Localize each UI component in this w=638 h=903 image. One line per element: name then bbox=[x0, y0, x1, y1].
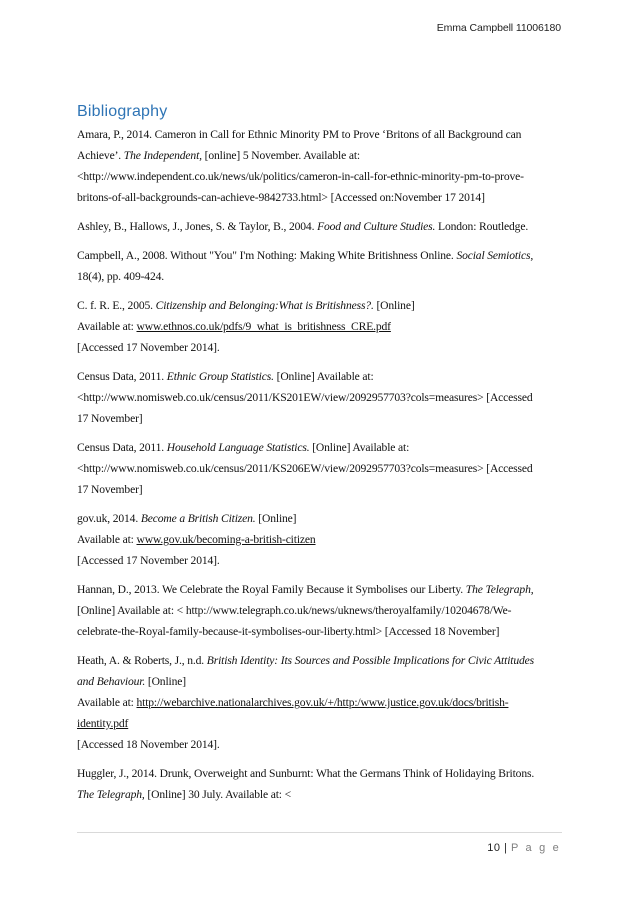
entry-line bbox=[77, 295, 563, 316]
entry-text: [Online] bbox=[255, 512, 297, 525]
entry-line: britons-of-all-backgrounds-can-achieve-9842733.html> [Accessed on:November 17 2014] bbox=[77, 191, 485, 204]
page-footer bbox=[487, 842, 561, 854]
page-header: Emma Campbell 11006180 bbox=[436, 22, 561, 34]
entry-title: and Behaviour. bbox=[77, 675, 146, 688]
entry-line: <http://www.nomisweb.co.uk/census/2011/KS206EW/view/2092957703?cols=measures> [Accessed bbox=[77, 462, 533, 475]
entry-text: Hannan, D., 2013. We Celebrate the Royal Family Because it Symbolises our Liberty. bbox=[77, 583, 466, 596]
bibliography-entry bbox=[77, 124, 563, 208]
entry-text: [Online] bbox=[373, 299, 415, 312]
bibliography-entry bbox=[77, 295, 563, 358]
entry-line bbox=[77, 671, 563, 692]
entry-text: [Online] Available at: bbox=[309, 441, 410, 454]
footer-separator: | bbox=[504, 842, 508, 854]
entry-text: Available at: bbox=[77, 533, 137, 546]
entry-text: [Online] bbox=[145, 675, 186, 688]
footer-divider bbox=[77, 832, 562, 833]
entry-line bbox=[77, 579, 563, 600]
entry-line bbox=[77, 145, 563, 166]
entry-title: Household Language Statistics. bbox=[166, 441, 310, 454]
entry-line bbox=[77, 784, 563, 805]
entry-line bbox=[77, 650, 563, 671]
entry-line bbox=[77, 316, 563, 337]
entry-text: [Online] Available at: bbox=[273, 370, 374, 383]
entry-text: Available at: bbox=[77, 696, 137, 709]
entry-title: Citizenship and Belonging:What is Britishness?. bbox=[155, 299, 374, 312]
entry-text: gov.uk, 2014. bbox=[77, 512, 141, 525]
entry-text: Census Data, 2011. bbox=[77, 441, 167, 454]
entry-text: C. f. R. E., 2005. bbox=[77, 299, 156, 312]
entry-title: The Telegraph, bbox=[77, 788, 145, 801]
bibliography-entry bbox=[77, 216, 563, 237]
entry-line bbox=[77, 508, 563, 529]
entry-line: celebrate-the-Royal-family-because-it-symbolises-our-liberty.html> [Accessed 18 November] bbox=[77, 625, 500, 638]
entry-line: [Accessed 17 November 2014]. bbox=[77, 554, 220, 567]
bibliography-entry bbox=[77, 579, 563, 642]
page-number: 10 bbox=[487, 842, 501, 854]
entry-line: [Accessed 18 November 2014]. bbox=[77, 738, 220, 751]
bibliography-entry bbox=[77, 763, 563, 805]
entry-title: The Independent, bbox=[123, 149, 202, 162]
entry-line bbox=[77, 437, 563, 458]
entry-link[interactable]: http://webarchive.nationalarchives.gov.uk/+/http:/www.justice.gov.uk/docs/british- bbox=[136, 696, 509, 709]
bibliography-entry bbox=[77, 437, 563, 500]
entry-link[interactable]: www.ethnos.co.uk/pdfs/9_what_is_britishness_CRE.pdf bbox=[136, 320, 391, 333]
entry-text: Achieve’. bbox=[77, 149, 124, 162]
entry-line: Amara, P., 2014. Cameron in Call for Ethnic Minority PM to Prove ‘Britons of all Background can bbox=[77, 128, 522, 141]
entry-line bbox=[77, 216, 563, 237]
bibliography-entry bbox=[77, 245, 563, 287]
entry-text: [online] 5 November. Available at: bbox=[201, 149, 360, 162]
entry-text: London: Routledge. bbox=[435, 220, 529, 233]
entry-title: The Telegraph, bbox=[465, 583, 534, 596]
entry-line: <http://www.independent.co.uk/news/uk/politics/cameron-in-call-for-ethnic-minority-pm-to-prove- bbox=[77, 170, 524, 183]
bibliography-entry bbox=[77, 366, 563, 429]
entry-line bbox=[77, 692, 563, 713]
entry-title: Become a British Citizen. bbox=[140, 512, 256, 525]
entry-text: Census Data, 2011. bbox=[77, 370, 167, 383]
entry-text: Campbell, A., 2008. Without "You" I'm Nothing: Making White Britishness Online. bbox=[77, 249, 457, 262]
entry-line: [Online] Available at: < http://www.telegraph.co.uk/news/uknews/theroyalfamily/10204678/We- bbox=[77, 604, 512, 617]
entry-line: <http://www.nomisweb.co.uk/census/2011/KS201EW/view/2092957703?cols=measures> [Accessed bbox=[77, 391, 533, 404]
entry-link[interactable]: identity.pdf bbox=[77, 717, 129, 730]
entry-line: Huggler, J., 2014. Drunk, Overweight and Sunburnt: What the Germans Think of Holidaying Britons. bbox=[77, 767, 535, 780]
entry-line bbox=[77, 245, 563, 266]
entry-title: Food and Culture Studies. bbox=[317, 220, 436, 233]
entry-link[interactable]: www.gov.uk/becoming-a-british-citizen bbox=[136, 533, 316, 546]
entry-line: 18(4), pp. 409-424. bbox=[77, 270, 164, 283]
bibliography-heading: Bibliography bbox=[77, 103, 168, 120]
entry-text: [Online] 30 July. Available at: < bbox=[144, 788, 292, 801]
bibliography-list bbox=[77, 124, 563, 813]
entry-title: Ethnic Group Statistics. bbox=[166, 370, 274, 383]
bibliography-entry bbox=[77, 650, 563, 755]
entry-line bbox=[77, 713, 563, 734]
entry-line bbox=[77, 366, 563, 387]
entry-line bbox=[77, 529, 563, 550]
entry-text: Heath, A. & Roberts, J., n.d. bbox=[77, 654, 207, 667]
entry-line: [Accessed 17 November 2014]. bbox=[77, 341, 220, 354]
page-label: P a g e bbox=[510, 842, 561, 854]
entry-line: 17 November] bbox=[77, 483, 143, 496]
entry-text: Available at: bbox=[77, 320, 137, 333]
entry-title: British Identity: Its Sources and Possible Implications for Civic Attitudes bbox=[206, 654, 534, 667]
bibliography-entry bbox=[77, 508, 563, 571]
entry-title: Social Semiotics, bbox=[456, 249, 534, 262]
entry-line: 17 November] bbox=[77, 412, 143, 425]
entry-text: Ashley, B., Hallows, J., Jones, S. & Taylor, B., 2004. bbox=[77, 220, 318, 233]
